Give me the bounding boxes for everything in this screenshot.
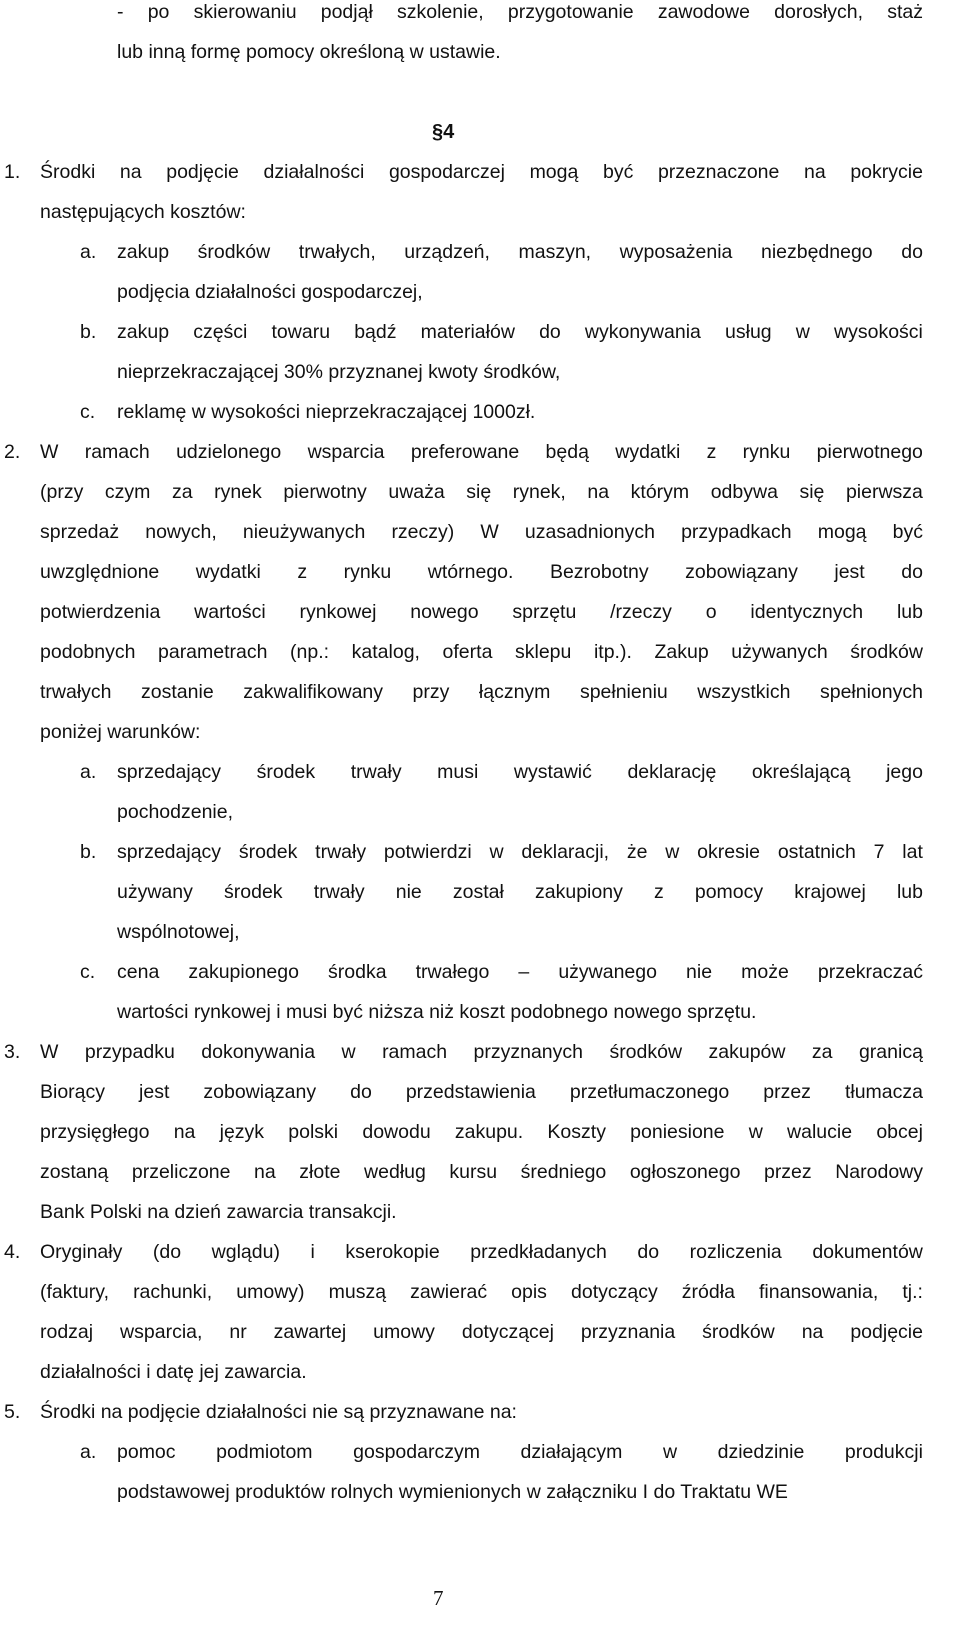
subitem-line: sprzedający środek trwały potwierdzi w deklaracji, że w okresie ostatnich 7 lat [117, 841, 923, 863]
paragraph-line: Oryginały (do wglądu) i kserokopie przedkładanych do rozliczenia dokumentów [40, 1241, 923, 1263]
paragraph-line: przysięgłego na język polski dowodu zakupu. Koszty poniesione w walucie obcej [40, 1121, 923, 1143]
subitem-letter: c. [80, 961, 96, 983]
paragraph-line: potwierdzenia wartości rynkowej nowego sprzętu /rzeczy o identycznych lub [40, 601, 923, 623]
subitem-line: podjęcia działalności gospodarczej, [117, 281, 423, 303]
subitem-line: sprzedający środek trwały musi wystawić deklarację określającą jego [117, 761, 923, 783]
paragraph-line: W ramach udzielonego wsparcia preferowane będą wydatki z rynku pierwotnego [40, 441, 923, 463]
subitem-line: cena zakupionego środka trwałego – używanego nie może przekraczać [117, 961, 923, 983]
paragraph-line: poniżej warunków: [40, 721, 201, 743]
paragraph-line: W przypadku dokonywania w ramach przyznanych środków zakupów za granicą [40, 1041, 923, 1063]
item-number: 5. [4, 1401, 21, 1423]
paragraph-line: (faktury, rachunki, umowy) muszą zawierać opis dotyczący źródła finansowania, tj.: [40, 1281, 923, 1303]
paragraph-line: podobnych parametrach (np.: katalog, oferta sklepu itp.). Zakup używanych środków [40, 641, 923, 663]
subitem-letter: b. [80, 321, 97, 343]
section-heading: §4 [432, 121, 455, 143]
subitem-line: reklamę w wysokości nieprzekraczającej 1000zł. [117, 401, 536, 423]
intro-line: lub inną formę pomocy określoną w ustawie. [117, 41, 501, 63]
subitem-line: wspólnotowej, [117, 921, 240, 943]
subitem-line: pomoc podmiotom gospodarczym działającym w dziedzinie produkcji [117, 1441, 923, 1463]
subitem-line: nieprzekraczającej 30% przyznanej kwoty środków, [117, 361, 561, 383]
item-number: 4. [4, 1241, 21, 1263]
paragraph-line: Biorący jest zobowiązany do przedstawienia przetłumaczonego przez tłumacza [40, 1081, 923, 1103]
subitem-letter: a. [80, 1441, 97, 1463]
paragraph-line: działalności i datę jej zawarcia. [40, 1361, 307, 1383]
paragraph-line: Środki na podjęcie działalności gospodarczej mogą być przeznaczone na pokrycie [40, 161, 923, 183]
subitem-line: pochodzenie, [117, 801, 234, 823]
subitem-letter: a. [80, 761, 97, 783]
item-number: 2. [4, 441, 21, 463]
paragraph-line: trwałych zostanie zakwalifikowany przy łącznym spełnieniu wszystkich spełnionych [40, 681, 923, 703]
paragraph-line: Bank Polski na dzień zawarcia transakcji. [40, 1201, 397, 1223]
subitem-line: używany środek trwały nie został zakupiony z pomocy krajowej lub [117, 881, 923, 903]
paragraph-line: następujących kosztów: [40, 201, 246, 223]
paragraph-line: rodzaj wsparcia, nr zawartej umowy dotyczącej przyznania środków na podjęcie [40, 1321, 923, 1343]
subitem-line: zakup środków trwałych, urządzeń, maszyn, wyposażenia niezbędnego do [117, 241, 923, 263]
paragraph-line: zostaną przeliczone na złote według kursu średniego ogłoszonego przez Narodowy [40, 1161, 923, 1183]
subitem-line: zakup części towaru bądź materiałów do wykonywania usług w wysokości [117, 321, 923, 343]
subitem-letter: b. [80, 841, 97, 863]
subitem-letter: c. [80, 401, 96, 423]
item-number: 1. [4, 161, 21, 183]
item-number: 3. [4, 1041, 21, 1063]
subitem-letter: a. [80, 241, 97, 263]
page-number: 7 [433, 1586, 444, 1610]
subitem-line: wartości rynkowej i musi być niższa niż koszt podobnego nowego sprzętu. [117, 1001, 757, 1023]
paragraph-line: uwzględnione wydatki z rynku wtórnego. Bezrobotny zobowiązany jest do [40, 561, 923, 583]
paragraph-line: Środki na podjęcie działalności nie są przyznawane na: [40, 1401, 517, 1423]
intro-line: - po skierowaniu podjął szkolenie, przygotowanie zawodowe dorosłych, staż [117, 1, 923, 23]
subitem-line: podstawowej produktów rolnych wymienionych w załączniku I do Traktatu WE [117, 1481, 788, 1503]
paragraph-line: (przy czym za rynek pierwotny uważa się rynek, na którym odbywa się pierwsza [40, 481, 923, 503]
paragraph-line: sprzedaż nowych, nieużywanych rzeczy) W uzasadnionych przypadkach mogą być [40, 521, 923, 543]
